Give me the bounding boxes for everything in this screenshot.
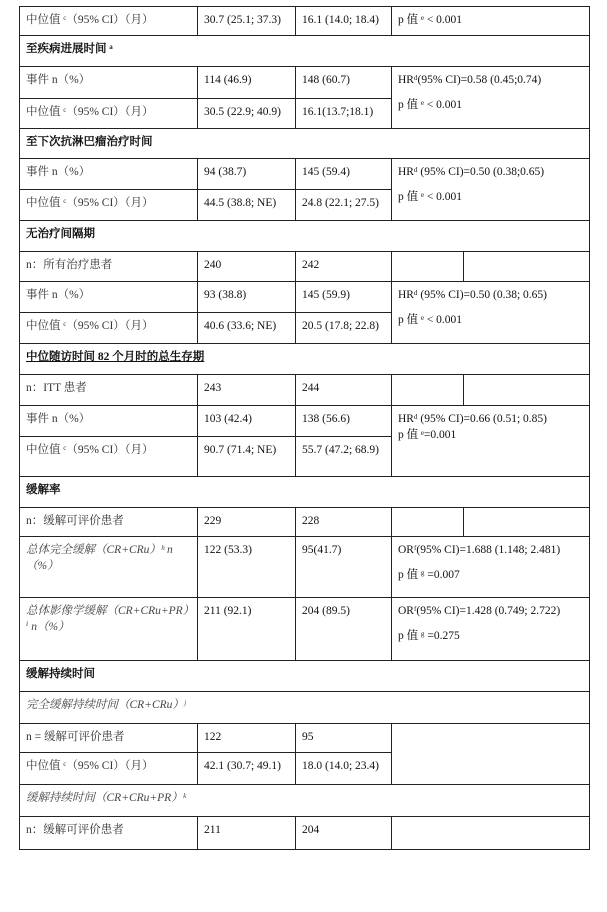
cell-value-arm-a: 211 (92.1): [198, 598, 296, 661]
table-row: [20, 375, 590, 406]
cell-empty: [464, 252, 590, 282]
section-header-row: [20, 129, 590, 159]
section-title: 中位随访时间 82 个月时的总生存期: [20, 344, 590, 375]
cell-value-arm-a: 40.6 (33.6; NE): [198, 313, 296, 344]
subsection-title: 缓解持续时间（CR+CRu+PR）ᵏ: [20, 785, 590, 817]
cell-empty: [392, 375, 464, 406]
cell-value-arm-b: 148 (60.7): [296, 67, 392, 99]
cell-statistic: [392, 406, 590, 477]
cell-value-arm-a: 103 (42.4): [198, 406, 296, 437]
subsection-row: [20, 785, 590, 817]
p-value: p 值 ᵉ < 0.001: [398, 99, 463, 112]
efficacy-results-table: [19, 6, 590, 850]
row-label: 事件 n（%）: [20, 67, 198, 99]
cell-value-arm-a: 94 (38.7): [198, 159, 296, 190]
row-label: 中位值 ᶜ（95% CI）（月）: [20, 313, 198, 344]
cell-value-arm-b: 242: [296, 252, 392, 282]
row-label: 总体完全缓解（CR+CRu）ʰ n（%）: [20, 537, 198, 598]
cell-value-arm-b: 145 (59.9): [296, 282, 392, 313]
row-label: 中位值 ᶜ（95% CI）（月）: [20, 7, 198, 36]
cell-statistic: [392, 159, 590, 221]
cell-value-arm-b: 18.0 (14.0; 23.4): [296, 753, 392, 785]
cell-statistic: [392, 67, 590, 129]
cell-empty: [392, 508, 464, 537]
cell-value-arm-a: 90.7 (71.4; NE): [198, 437, 296, 477]
cell-statistic: [392, 598, 590, 661]
subsection-row: [20, 692, 590, 724]
section-title: 缓解持续时间: [20, 661, 590, 692]
cell-empty: [392, 252, 464, 282]
section-header-row: [20, 221, 590, 252]
p-value: p 值 ᵍ =0.275: [398, 630, 460, 643]
cell-value-arm-b: 95(41.7): [296, 537, 392, 598]
cell-empty: [392, 817, 590, 850]
cell-value-arm-a: 30.5 (22.9; 40.9): [198, 99, 296, 129]
p-value: p 值 ᵉ < 0.001: [398, 191, 463, 204]
section-header-row: [20, 477, 590, 508]
cell-value-arm-b: 16.1(13.7;18.1): [296, 99, 392, 129]
cell-value-arm-b: 20.5 (17.8; 22.8): [296, 313, 392, 344]
cell-statistic: [392, 537, 590, 598]
p-value: p 值 ᵉ < 0.001: [398, 314, 463, 327]
table-row: [20, 406, 590, 437]
row-label: n = 缓解可评价患者: [20, 724, 198, 753]
table-row: [20, 159, 590, 190]
cell-statistic: [392, 282, 590, 344]
cell-value-arm-a: 243: [198, 375, 296, 406]
p-value: p 值 ᵍ =0.007: [398, 569, 460, 582]
cell-value-arm-a: 44.5 (38.8; NE): [198, 190, 296, 221]
cell-value-arm-b: 55.7 (47.2; 68.9): [296, 437, 392, 477]
row-label: 事件 n（%）: [20, 282, 198, 313]
table-row: [20, 282, 590, 313]
cell-empty: [464, 375, 590, 406]
section-header-row: [20, 344, 590, 375]
hazard-ratio: HRᵈ(95% CI)=0.58 (0.45;0.74): [398, 74, 542, 86]
cell-value-arm-a: 122: [198, 724, 296, 753]
cell-value-arm-a: 93 (38.8): [198, 282, 296, 313]
odds-ratio: ORᶠ(95% CI)=1.428 (0.749; 2.722): [398, 605, 561, 617]
section-header-row: [20, 36, 590, 67]
section-title: 缓解率: [20, 477, 590, 508]
cell-empty: [392, 724, 590, 785]
section-header-row: [20, 661, 590, 692]
row-label: 事件 n（%）: [20, 406, 198, 437]
cell-empty: [464, 508, 590, 537]
row-label: n：所有治疗患者: [20, 252, 198, 282]
cell-value-arm-a: 122 (53.3): [198, 537, 296, 598]
table-row: [20, 252, 590, 282]
row-label: 中位值 ᶜ（95% CI）（月）: [20, 99, 198, 129]
table-row: [20, 598, 590, 661]
cell-value-arm-a: 211: [198, 817, 296, 850]
table-row: [20, 537, 590, 598]
cell-value-arm-a: 229: [198, 508, 296, 537]
cell-value-arm-b: 16.1 (14.0; 18.4): [296, 7, 392, 36]
cell-value-arm-b: 244: [296, 375, 392, 406]
hazard-ratio: HRᵈ (95% CI)=0.50 (0.38; 0.65): [398, 289, 548, 301]
hazard-ratio: HRᵈ (95% CI)=0.50 (0.38;0.65): [398, 166, 545, 178]
cell-value-arm-a: 240: [198, 252, 296, 282]
cell-value-arm-a: 42.1 (30.7; 49.1): [198, 753, 296, 785]
section-title: 至下次抗淋巴瘤治疗时间: [20, 129, 590, 159]
table-row: [20, 7, 590, 36]
row-label: n：缓解可评价患者: [20, 817, 198, 850]
cell-value-arm-a: 114 (46.9): [198, 67, 296, 99]
cell-statistic: p 值 ᵉ < 0.001: [392, 7, 590, 36]
row-label: n：缓解可评价患者: [20, 508, 198, 537]
odds-ratio: ORᶠ(95% CI)=1.688 (1.148; 2.481): [398, 544, 561, 556]
row-label: 事件 n（%）: [20, 159, 198, 190]
table-row: [20, 817, 590, 850]
table-row: [20, 724, 590, 753]
cell-value-arm-b: 95: [296, 724, 392, 753]
row-label: 总体影像学缓解（CR+CRu+PR）ⁱ n（%）: [20, 598, 198, 661]
table-row: [20, 67, 590, 99]
row-label: n：ITT 患者: [20, 375, 198, 406]
hazard-ratio: HRᵈ (95% CI)=0.66 (0.51; 0.85): [398, 413, 548, 425]
section-title: 无治疗间隔期: [20, 221, 590, 252]
section-title: 至疾病进展时间 ᵃ: [20, 36, 590, 67]
cell-value-arm-b: 138 (56.6): [296, 406, 392, 437]
row-label: 中位值 ᶜ（95% CI）（月）: [20, 190, 198, 221]
cell-value-arm-b: 204 (89.5): [296, 598, 392, 661]
p-value: p 值 ᵉ=0.001: [398, 429, 457, 442]
table-row: [20, 508, 590, 537]
cell-value-arm-b: 228: [296, 508, 392, 537]
row-label: 中位值 ᶜ（95% CI）（月）: [20, 753, 198, 785]
cell-value-arm-b: 24.8 (22.1; 27.5): [296, 190, 392, 221]
cell-value-arm-b: 204: [296, 817, 392, 850]
cell-value-arm-a: 30.7 (25.1; 37.3): [198, 7, 296, 36]
cell-value-arm-b: 145 (59.4): [296, 159, 392, 190]
row-label: 中位值 ᶜ（95% CI）（月）: [20, 437, 198, 477]
subsection-title: 完全缓解持续时间（CR+CRu）ʲ: [20, 692, 590, 724]
